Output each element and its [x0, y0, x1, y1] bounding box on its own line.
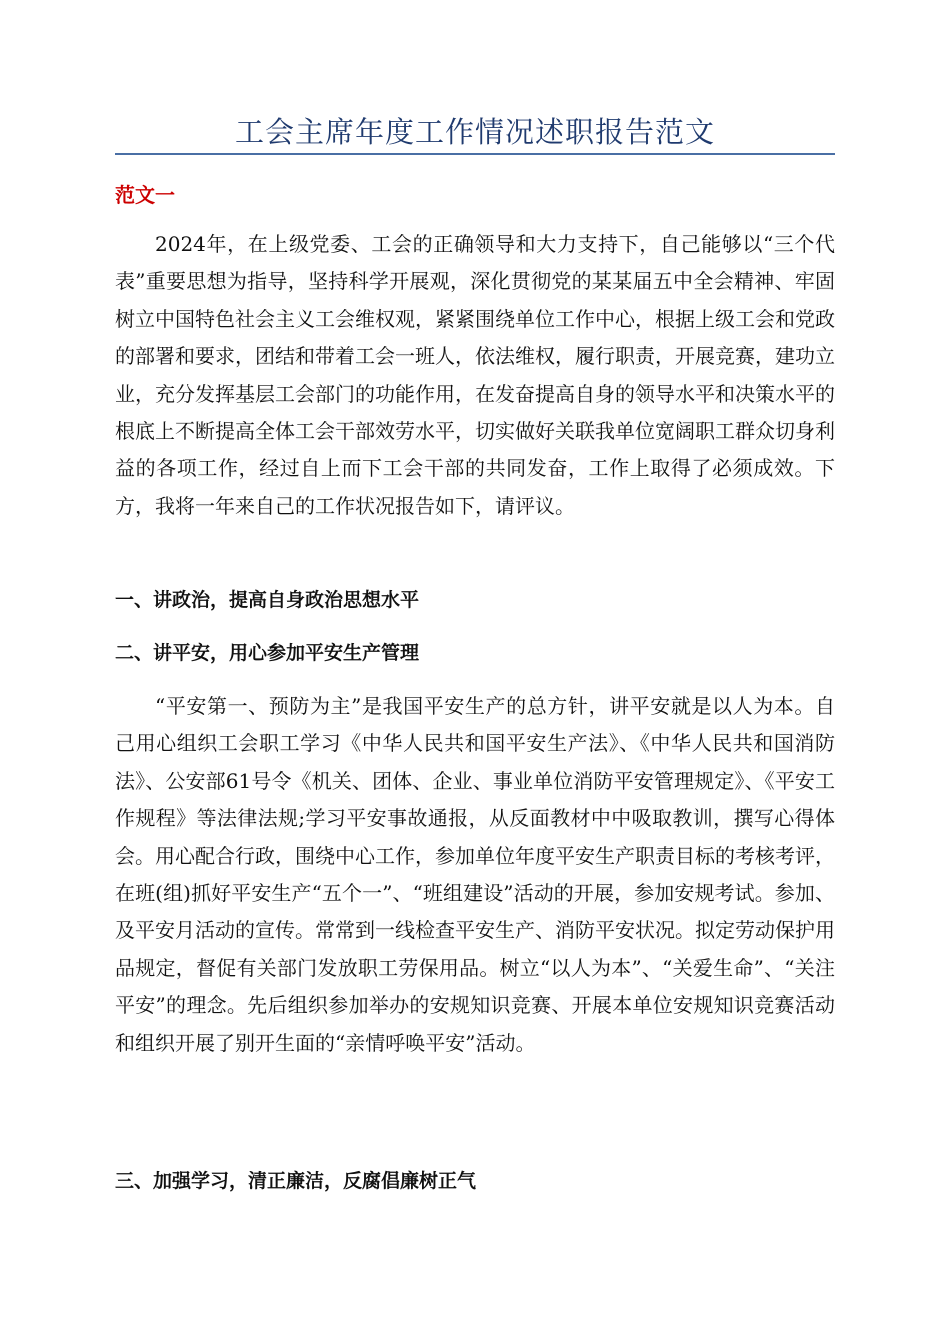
section-label: 范文一	[115, 183, 175, 207]
section-heading-politics: 一、讲政治，提高自身政治思想水平	[115, 589, 420, 611]
section-heading-safety: 二、讲平安，用心参加平安生产管理	[115, 642, 420, 664]
section-heading-integrity: 三、加强学习，清正廉洁，反腐倡廉树正气	[115, 1170, 477, 1192]
body-paragraph-intro: 2024年，在上级党委、工会的正确领导和大力支持下，自己能够以“三个代表”重要思想为指导，坚持科学开展观，深化贯彻党的某某届五中全会精神、牢固树立中国特色社会主义工会维权观，紧紧围绕单位工作中心，根据上级工会和党政的部署和要求，团结和带着工会一班人，依法维权，履行职责，开展竞赛，建功立业，充分发挥基层工会部门的功能作用，在发奋提高自身的领导水平和决策水平的根底上不断提高全体工会干部效劳水平，切实做好关联我单位宽阔职工群众切身利益的各项工作，经过自上而下工会干部的共同发奋，工作上取得了必须成效。下方，我将一年来自己的工作状况报告如下，请评议。	[115, 232, 835, 518]
title-underline	[115, 153, 835, 155]
document-title: 工会主席年度工作情况述职报告范文	[234, 115, 715, 149]
body-paragraph-safety: “平安第一、预防为主”是我国平安生产的总方针，讲平安就是以人为本。自己用心组织工会职工学习《中华人民共和国平安生产法》、《中华人民共和国消防法》、公安部61号令《机关、团体、企业、事业单位消防平安管理规定》、《平安工作规程》等法律法规;学习平安事故通报，从反面教材中中吸取教训，撰写心得体会。用心配合行政，围绕中心工作，参加单位年度平安生产职责目标的考核考评，在班(组)抓好平安生产“五个一”、“班组建设”活动的开展，参加安规考试。参加、及平安月活动的宣传。常常到一线检查平安生产、消防平安状况。拟定劳动保护用品规定，督促有关部门发放职工劳保用品。树立“以人为本”、“关爱生命”、“关注平安”的理念。先后组织参加举办的安规知识竞赛、开展本单位安规知识竞赛活动和组织开展了别开生面的“亲情呼唤平安”活动。	[115, 694, 835, 1055]
